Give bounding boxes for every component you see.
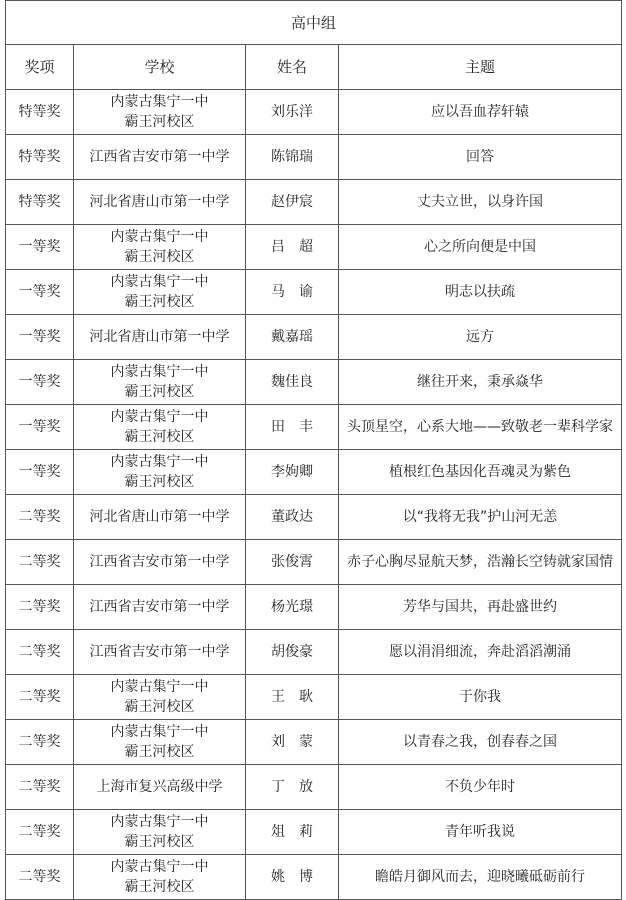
award-cell: 一等奖 xyxy=(6,270,74,315)
name-cell: 姚 博 xyxy=(246,855,339,900)
award-cell: 一等奖 xyxy=(6,450,74,495)
school-line: 霸王河校区 xyxy=(124,879,195,895)
award-cell: 二等奖 xyxy=(6,765,74,810)
name-cell: 赵伊宸 xyxy=(246,180,339,225)
award-cell: 二等奖 xyxy=(6,495,74,540)
table-row xyxy=(6,405,622,450)
school-cell xyxy=(74,135,246,180)
table-row xyxy=(6,270,622,315)
theme-cell: 明志以扶疏 xyxy=(339,270,622,315)
award-cell: 一等奖 xyxy=(6,225,74,270)
award-cell: 一等奖 xyxy=(6,360,74,405)
header-theme: 主题 xyxy=(339,45,622,90)
table-title: 高中组 xyxy=(6,1,622,45)
table-row xyxy=(6,540,622,585)
school-cell xyxy=(74,495,246,540)
theme-cell: 心之所向便是中国 xyxy=(339,225,622,270)
school-line: 江西省吉安市第一中学 xyxy=(89,644,230,660)
school-line: 内蒙古集宁一中 xyxy=(110,859,209,875)
school-cell xyxy=(74,720,246,765)
school-line: 霸王河校区 xyxy=(124,249,195,265)
school-line: 江西省吉安市第一中学 xyxy=(89,149,230,165)
theme-cell: 植根红色基因化吾魂灵为紫色 xyxy=(339,450,622,495)
school-line: 霸王河校区 xyxy=(124,294,195,310)
table-row xyxy=(6,675,622,720)
table-row xyxy=(6,135,622,180)
award-cell: 二等奖 xyxy=(6,810,74,855)
school-cell xyxy=(74,90,246,135)
theme-cell: 芳华与国共，再赴盛世约 xyxy=(339,585,622,630)
school-line: 内蒙古集宁一中 xyxy=(110,229,209,245)
theme-cell: 以“我将无我”护山河无恙 xyxy=(339,495,622,540)
name-cell: 董政达 xyxy=(246,495,339,540)
table-row xyxy=(6,765,622,810)
school-line: 霸王河校区 xyxy=(124,834,195,850)
school-line: 霸王河校区 xyxy=(124,699,195,715)
school-line: 内蒙古集宁一中 xyxy=(110,94,209,110)
school-line: 霸王河校区 xyxy=(124,744,195,760)
school-line: 内蒙古集宁一中 xyxy=(110,274,209,290)
school-line: 内蒙古集宁一中 xyxy=(110,454,209,470)
theme-cell: 于你我 xyxy=(339,675,622,720)
school-cell xyxy=(74,180,246,225)
award-cell: 二等奖 xyxy=(6,675,74,720)
theme-cell: 以青春之我，创春春之国 xyxy=(339,720,622,765)
name-cell: 刘乐洋 xyxy=(246,90,339,135)
school-cell xyxy=(74,675,246,720)
school-cell xyxy=(74,855,246,900)
award-cell: 二等奖 xyxy=(6,540,74,585)
school-cell xyxy=(74,585,246,630)
table-header-row xyxy=(6,45,622,90)
table-row xyxy=(6,180,622,225)
name-cell: 王 耿 xyxy=(246,675,339,720)
school-cell xyxy=(74,450,246,495)
name-cell: 胡俊豪 xyxy=(246,630,339,675)
school-line: 霸王河校区 xyxy=(124,429,195,445)
award-cell: 一等奖 xyxy=(6,405,74,450)
name-cell: 戴嘉瑶 xyxy=(246,315,339,360)
name-cell: 魏佳良 xyxy=(246,360,339,405)
school-line: 河北省唐山市第一中学 xyxy=(89,194,230,210)
name-cell: 田 丰 xyxy=(246,405,339,450)
school-line: 内蒙古集宁一中 xyxy=(110,409,209,425)
theme-cell: 丈夫立世，以身许国 xyxy=(339,180,622,225)
name-cell: 刘 蒙 xyxy=(246,720,339,765)
name-cell: 张俊霄 xyxy=(246,540,339,585)
name-cell: 陈锦瑞 xyxy=(246,135,339,180)
school-cell xyxy=(74,360,246,405)
header-name: 姓名 xyxy=(246,45,339,90)
header-school: 学校 xyxy=(74,45,246,90)
theme-cell: 不负少年时 xyxy=(339,765,622,810)
award-cell: 特等奖 xyxy=(6,180,74,225)
table-row xyxy=(6,810,622,855)
table-row xyxy=(6,315,622,360)
award-cell: 二等奖 xyxy=(6,855,74,900)
school-cell xyxy=(74,315,246,360)
awards-table xyxy=(5,0,622,900)
school-line: 河北省唐山市第一中学 xyxy=(89,509,230,525)
school-cell xyxy=(74,540,246,585)
theme-cell: 瞻皓月御风而去，迎晓曦砥砺前行 xyxy=(339,855,622,900)
name-cell: 李姁卿 xyxy=(246,450,339,495)
award-cell: 二等奖 xyxy=(6,630,74,675)
school-line: 霸王河校区 xyxy=(124,474,195,490)
school-line: 霸王河校区 xyxy=(124,114,195,130)
award-cell: 二等奖 xyxy=(6,585,74,630)
theme-cell: 赤子心胸尽显航天梦，浩瀚长空铸就家国情 xyxy=(339,540,622,585)
award-cell: 特等奖 xyxy=(6,90,74,135)
school-line: 霸王河校区 xyxy=(124,384,195,400)
table-row xyxy=(6,450,622,495)
award-cell: 特等奖 xyxy=(6,135,74,180)
school-cell xyxy=(74,810,246,855)
school-line: 内蒙古集宁一中 xyxy=(110,724,209,740)
school-cell xyxy=(74,270,246,315)
school-line: 内蒙古集宁一中 xyxy=(110,364,209,380)
school-cell xyxy=(74,225,246,270)
award-cell: 一等奖 xyxy=(6,315,74,360)
school-line: 江西省吉安市第一中学 xyxy=(89,554,230,570)
name-cell: 杨光璟 xyxy=(246,585,339,630)
table-row xyxy=(6,225,622,270)
header-award: 奖项 xyxy=(6,45,74,90)
name-cell: 吕 超 xyxy=(246,225,339,270)
school-line: 内蒙古集宁一中 xyxy=(110,679,209,695)
school-line: 河北省唐山市第一中学 xyxy=(89,329,230,345)
table-row xyxy=(6,585,622,630)
school-cell xyxy=(74,765,246,810)
table-title-row xyxy=(6,1,622,45)
name-cell: 俎 莉 xyxy=(246,810,339,855)
theme-cell: 应以吾血荐轩辕 xyxy=(339,90,622,135)
theme-cell: 头顶星空，心系大地——致敬老一辈科学家 xyxy=(339,405,622,450)
name-cell: 马 谕 xyxy=(246,270,339,315)
table-row xyxy=(6,855,622,900)
theme-cell: 青年听我说 xyxy=(339,810,622,855)
school-line: 内蒙古集宁一中 xyxy=(110,814,209,830)
theme-cell: 继往开来，秉承焱华 xyxy=(339,360,622,405)
theme-cell: 远方 xyxy=(339,315,622,360)
table-row xyxy=(6,720,622,765)
table-row xyxy=(6,495,622,540)
name-cell: 丁 放 xyxy=(246,765,339,810)
table-row xyxy=(6,90,622,135)
award-cell: 二等奖 xyxy=(6,720,74,765)
school-cell xyxy=(74,630,246,675)
school-line: 上海市复兴高级中学 xyxy=(96,779,223,795)
theme-cell: 愿以涓涓细流，奔赴滔滔潮涌 xyxy=(339,630,622,675)
table-row xyxy=(6,630,622,675)
school-line: 江西省吉安市第一中学 xyxy=(89,599,230,615)
theme-cell: 回答 xyxy=(339,135,622,180)
school-cell xyxy=(74,405,246,450)
table-row xyxy=(6,360,622,405)
